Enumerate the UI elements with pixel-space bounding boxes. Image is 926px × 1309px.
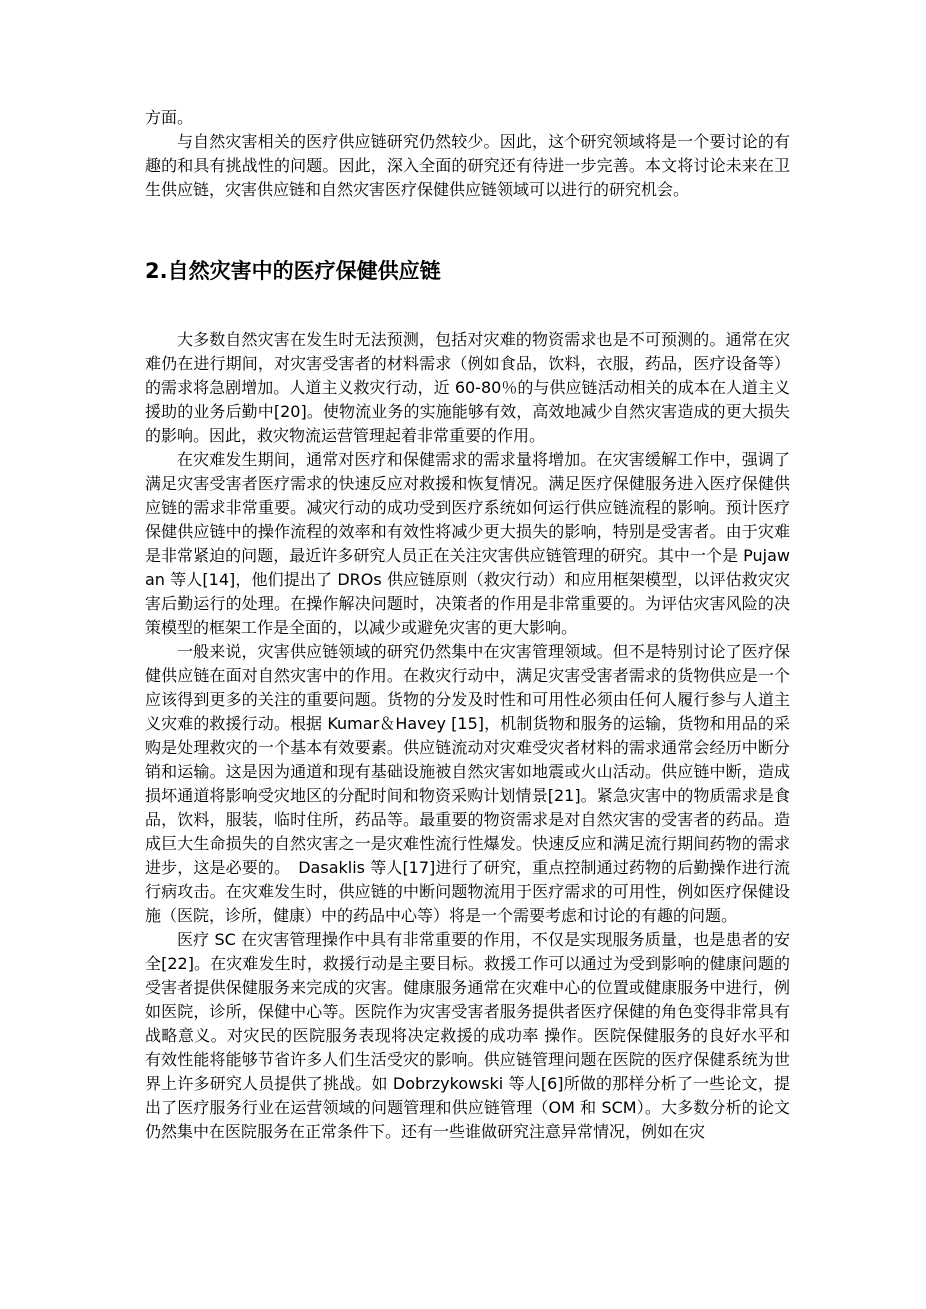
section-heading: 2.自然灾害中的医疗保健供应链 [145,259,441,283]
paragraph: 大多数自然灾害在发生时无法预测，包括对灾难的物资需求也是不可预测的。通常在灾难仍在进行期间，对灾害受害者的材料需求（例如食品，饮料，衣服，药品，医疗设备等）的需求将急剧增加。人道主义救灾行动，近 60-80％的与供应链活动相关的成本在人道主义援助的业务后勤中[20]。使物流业务的实施能够有效，高效地减少自然灾害造成的更大损失的影响。因此，救灾物流运营管理起着非常重要的作用。 [145,330,790,445]
paragraph: 一般来说，灾害供应链领域的研究仍然集中在灾害管理领域。但不是特别讨论了医疗保健供应链在面对自然灾害中的作用。在救灾行动中，满足灾害受害者需求的货物供应是一个应该得到更多的关注的重要问题。货物的分发及时性和可用性必须由任何人履行参与人道主义灾难的救援行动。根据 Kumar＆Havey [15]，机制货物和服务的运输，货物和用品的采购是处理救灾的一个基本有效要素。供应链流动对灾难受灾者材料的需求通常会经历中断分销和运输。这是因为通道和现有基础设施被自然灾害如地震或火山活动。供应链中断，造成损坏通道将影响受灾地区的分配时间和物资采购计划情景[21]。紧急灾害中的物质需求是食品，饮料，服装，临时住所，药品等。最重要的物资需求是对自然灾害的受害者的药品。造成巨大生命损失的自然灾害之一是灾难性流行性爆发。快速反应和满足流行期间药物的需求进步，这是必要的。 Dasaklis 等人[17]进行了研究，重点控制通过药物的后勤操作进行流行病攻击。在灾难发生时，供应链的中断问题物流用于医疗需求的可用性，例如医疗保健设施（医院，诊所，健康）中的药品中心等）将是一个需要考虑和讨论的有趣的问题。 [145,642,790,925]
paragraph: 在灾难发生期间，通常对医疗和保健需求的需求量将增加。在灾害缓解工作中，强调了满足灾害受害者医疗需求的快速反应对救援和恢复情况。满足医疗保健服务进入医疗保健供应链的需求非常重要。减灾行动的成功受到医疗系统如何运行供应链流程的影响。预计医疗保健供应链中的操作流程的效率和有效性将减少更大损失的影响，特别是受害者。由于灾难是非常紧迫的问题，最近许多研究人员正在关注灾害供应链管理的研究。其中一个是 Pujawan 等人[14]，他们提出了 DROs 供应链原则（救灾行动）和应用框架模型，以评估救灾灾害后勤运行的处理。在操作解决问题时，决策者的作用是非常重要的。为评估灾害风险的决策模型的框架工作是全面的，以减少或避免灾害的更大影响。 [145,450,790,637]
paragraph-continuation: 方面。 [145,108,194,127]
paragraph: 医疗 SC 在灾害管理操作中具有非常重要的作用，不仅是实现服务质量，也是患者的安全[22]。在灾难发生时，救援行动是主要目标。救援工作可以通过为受到影响的健康问题的受害者提供保健服务来完成的灾害。健康服务通常在灾难中心的位置或健康服务中进行，例如医院，诊所，保健中心等。医院作为灾害受害者服务提供者医疗保健的角色变得非常具有战略意义。对灾民的医院服务表现将决定救援的成功率 操作。医院保健服务的良好水平和有效性能将能够节省许多人们生活受灾的影响。供应链管理问题在医院的医疗保健系统为世界上许多研究人员提供了挑战。如 Dobrzykowski 等人[6]所做的那样分析了一些论文，提出了医疗服务行业在运营领域的问题管理和供应链管理（OM 和 SCM）。大多数分析的论文仍然集中在医院服务在正常条件下。还有一些谁做研究注意异常情况，例如在灾 [145,930,790,1141]
paragraph-intro: 与自然灾害相关的医疗供应链研究仍然较少。因此，这个研究领域将是一个要讨论的有趣的和具有挑战性的问题。因此，深入全面的研究还有待进一步完善。本文将讨论未来在卫生供应链，灾害供应链和自然灾害医疗保健供应链领域可以进行的研究机会。 [145,132,790,199]
